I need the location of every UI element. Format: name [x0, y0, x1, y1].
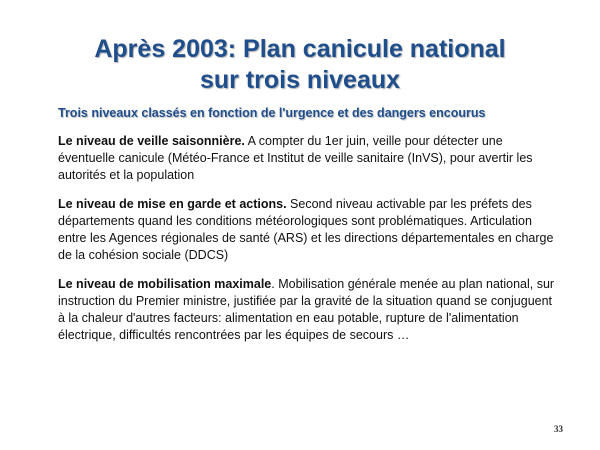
slide-subtitle: Trois niveaux classés en fonction de l'urgence et des dangers encourus	[58, 106, 486, 120]
paragraph-text: Second niveau activable par les préfets des départements quand les conditions météorologiques sont problématiques. Articulation entre les Agences régionales de santé (ARS) et les directions départementales en charge de la cohésion sociale (DDCS)	[58, 197, 554, 262]
slide-title	[0, 34, 600, 96]
slide-body	[58, 133, 558, 356]
paragraph-lead: Le niveau de mobilisation maximale	[58, 277, 272, 291]
paragraph-text: A compter du 1er juin, veille pour détecter une éventuelle canicule (Météo-France et Institut de veille sanitaire (InVS), pour avertir les autorités et la population	[58, 134, 533, 182]
paragraph-veille	[58, 133, 558, 184]
paragraph-lead: Le niveau de mise en garde et actions.	[58, 197, 287, 211]
paragraph-text: . Mobilisation générale menée au plan national, sur instruction du Premier ministre, justifiée par la gravité de la situation quand se conjuguent à la chaleur d'autres facteurs: alimentation en eau potable, rupture de l'alimentation électrique, difficultés rencontrées par les équipes de secours …	[58, 277, 555, 342]
paragraph-mise-en-garde	[58, 196, 558, 264]
paragraph-mobilisation	[58, 276, 558, 344]
page-number: 33	[554, 424, 563, 434]
paragraph-lead: Le niveau de veille saisonnière.	[58, 134, 245, 148]
title-line-2: sur trois niveaux	[199, 66, 401, 94]
title-line-1: Après 2003: Plan canicule national	[94, 35, 506, 63]
